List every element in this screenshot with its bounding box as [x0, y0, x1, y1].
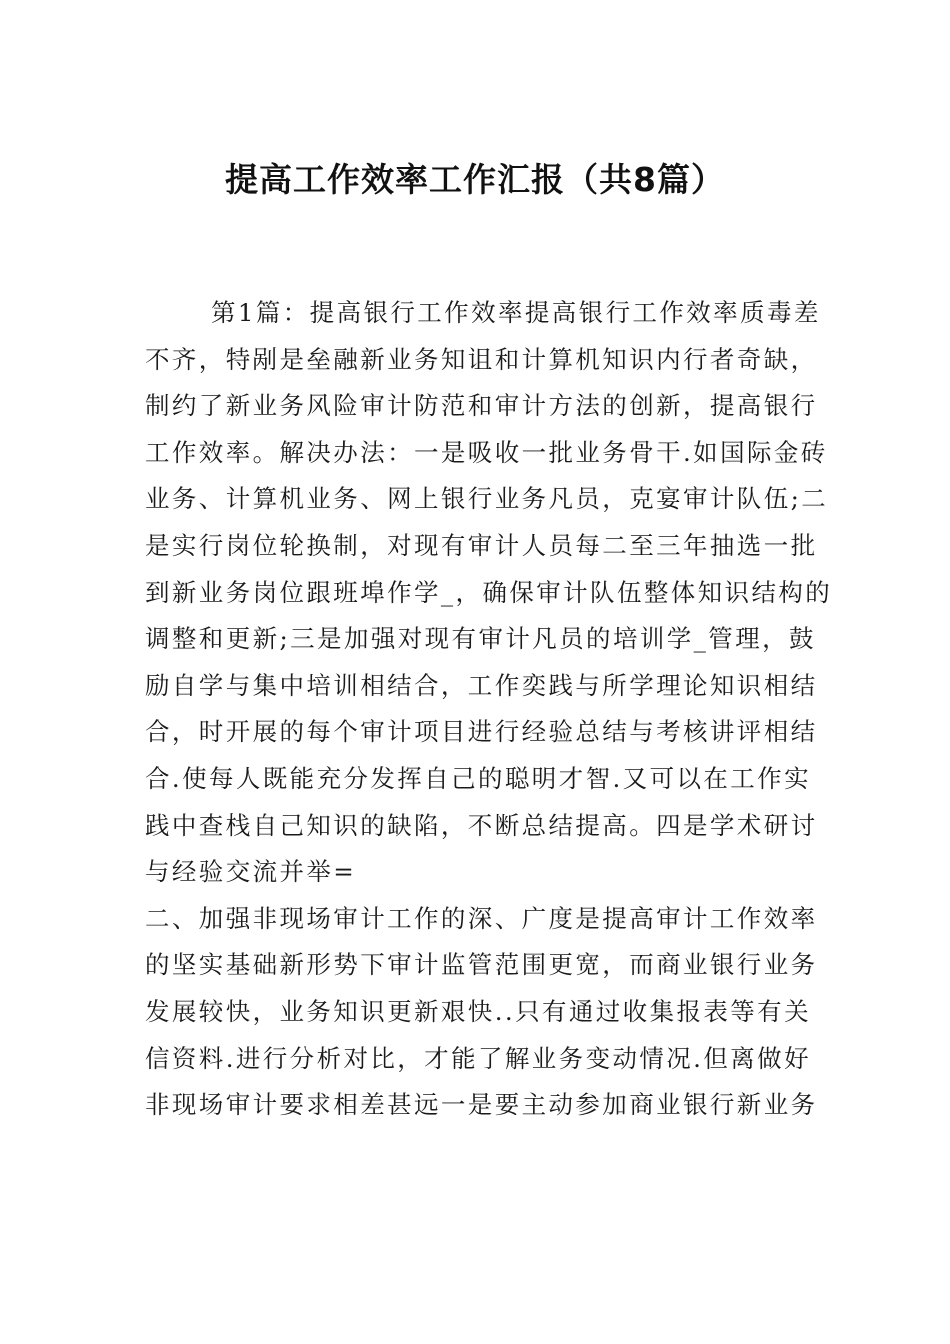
document-body	[145, 290, 833, 1129]
text-line: 不齐，特剐是垒融新业务知诅和计算机知识内行者奇缺，	[145, 344, 818, 374]
text-line: 工作效率。解决办法：一是吸收一批业务骨干.如国际金砖	[145, 437, 828, 467]
document-title: 提高工作效率工作汇报（共8篇）	[225, 160, 725, 199]
text-line: 信资料.进行分析对比，才能了解业务变动情况.但离做好	[145, 1043, 811, 1073]
text-line: 非现场审计要求相差甚远一是要主动参加商业银行新业务	[145, 1090, 818, 1120]
text-line: 践中查栈自己知识的缺陷，不断总结提高。四是学术研讨	[145, 810, 818, 840]
text-line: 第1篇：提高银行工作效率提高银行工作效率质毒差	[211, 298, 821, 327]
text-line: 的坚实基础新形势下审计监管范围更宽，而商业银行业务	[145, 950, 818, 980]
text-line: 与经验交流并举=	[145, 857, 357, 887]
text-line: 到新业务岗位跟班埠作学_，确保审计队伍整体知识结构的	[145, 577, 833, 607]
text-line: 调整和更新;三是加强对现有审计凡员的培训学_管理，鼓	[145, 624, 816, 654]
text-line: 励自学与集中培训相结合，工作奕践与所学理论知识相结	[145, 670, 818, 700]
text-line: 合，时开展的每个审计项目进行经验总结与考核讲评相结	[145, 717, 818, 747]
text-line: 是实行岗位轮换制，对现有审计人员每二至三年抽选一批	[145, 530, 818, 560]
text-line: 业务、计算机业务、网上银行业务凡员，克宴审计队伍;二	[145, 484, 829, 514]
text-line: 合.使每人既能充分发挥自己的聪明才智.又可以在工作实	[145, 763, 811, 793]
text-line: 二、加强非现场审计工作的深、广度是提高审计工作效率	[145, 903, 818, 933]
text-line: 发展较快，业务知识更新艰快..只有通过收集报表等有关	[145, 996, 811, 1026]
text-line: 制约了新业务风险审计防范和审计方法的创新，提高银行	[145, 391, 818, 421]
